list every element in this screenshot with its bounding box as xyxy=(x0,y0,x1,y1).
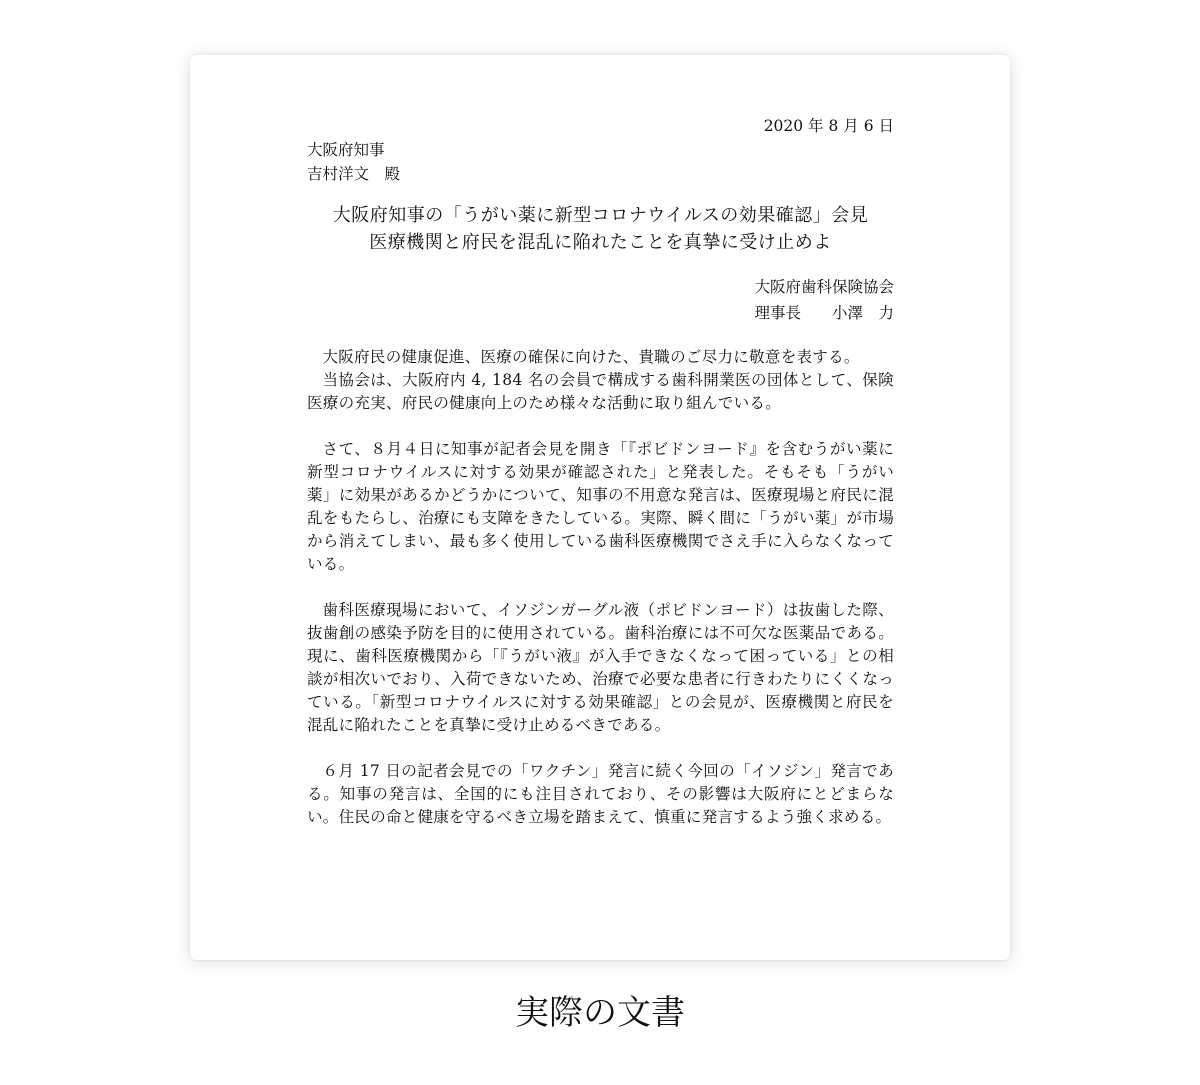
image-caption: 実際の文書 xyxy=(515,993,685,1033)
addressee-block xyxy=(307,139,894,187)
paragraph: 当協会は、大阪府内 4, 184 名の会員で構成する歯科開業医の団体として、保険医療の充実、府民の健康向上のため様々な活動に取り組んでいる。 xyxy=(307,371,894,412)
paragraph: ６月 17 日の記者会見での「ワクチン」発言に続く今回の「イソジン」発言である。知事の発言は、全国的にも注目されており、その影響は大阪府にとどまらない。住民の命と健康を守るべき立場を踏まえて、慎重に発言するよう強く求める。 xyxy=(307,762,894,826)
document-paragraphs xyxy=(307,346,894,829)
addressee-name: 吉村洋文 殿 xyxy=(307,165,401,183)
paragraph: 歯科医療現場において、イソジンガーグル液（ポビドンヨード）は抜歯した際、抜歯創の感染予防を目的に使用されている。歯科治療には不可欠な医薬品である。現に、歯科医療機関から「『うがい液』が入手できなくなって困っている」との相談が相次いでおり、入荷できないため、治療で必要な患者に行きわたりにくくなっている。「新型コロナウイルスに対する効果確認」との会見が、医療機関と府民を混乱に陥れたことを真摯に受け止めるべきである。 xyxy=(307,601,894,734)
document-body xyxy=(307,115,894,829)
title-line: 医療機関と府民を混乱に陥れたことを真摯に受け止めよ xyxy=(369,232,832,253)
document-title xyxy=(307,202,894,256)
sender-name: 理事長 小澤 力 xyxy=(754,304,894,322)
sender-organization: 大阪府歯科保険協会 xyxy=(754,278,894,296)
title-line: 大阪府知事の「うがい薬に新型コロナウイルスの効果確認」会見 xyxy=(332,205,869,226)
paragraph: 大阪府民の健康促進、医療の確保に向けた、貴職のご尽力に敬意を表する。 xyxy=(322,348,860,366)
document-date: 2020 年 8 月 6 日 xyxy=(763,117,894,135)
sender-block xyxy=(307,274,894,326)
paragraph: さて、８月４日に知事が記者会見を開き「『ポビドンヨード』を含むうがい薬に新型コロナウイルスに対する効果が確認された」と発表した。そもそも「うがい薬」に効果があるかどうかについて、知事の不用意な発言は、医療現場と府民に混乱をもたらし、治療にも支障をきたしている。実際、瞬く間に「うがい薬」が市場から消えてしまい、最も多く使用している歯科医療機関でさえ手に入らなくなっている。 xyxy=(307,440,894,573)
addressee-title: 大阪府知事 xyxy=(307,141,385,159)
document-paper xyxy=(190,55,1010,960)
